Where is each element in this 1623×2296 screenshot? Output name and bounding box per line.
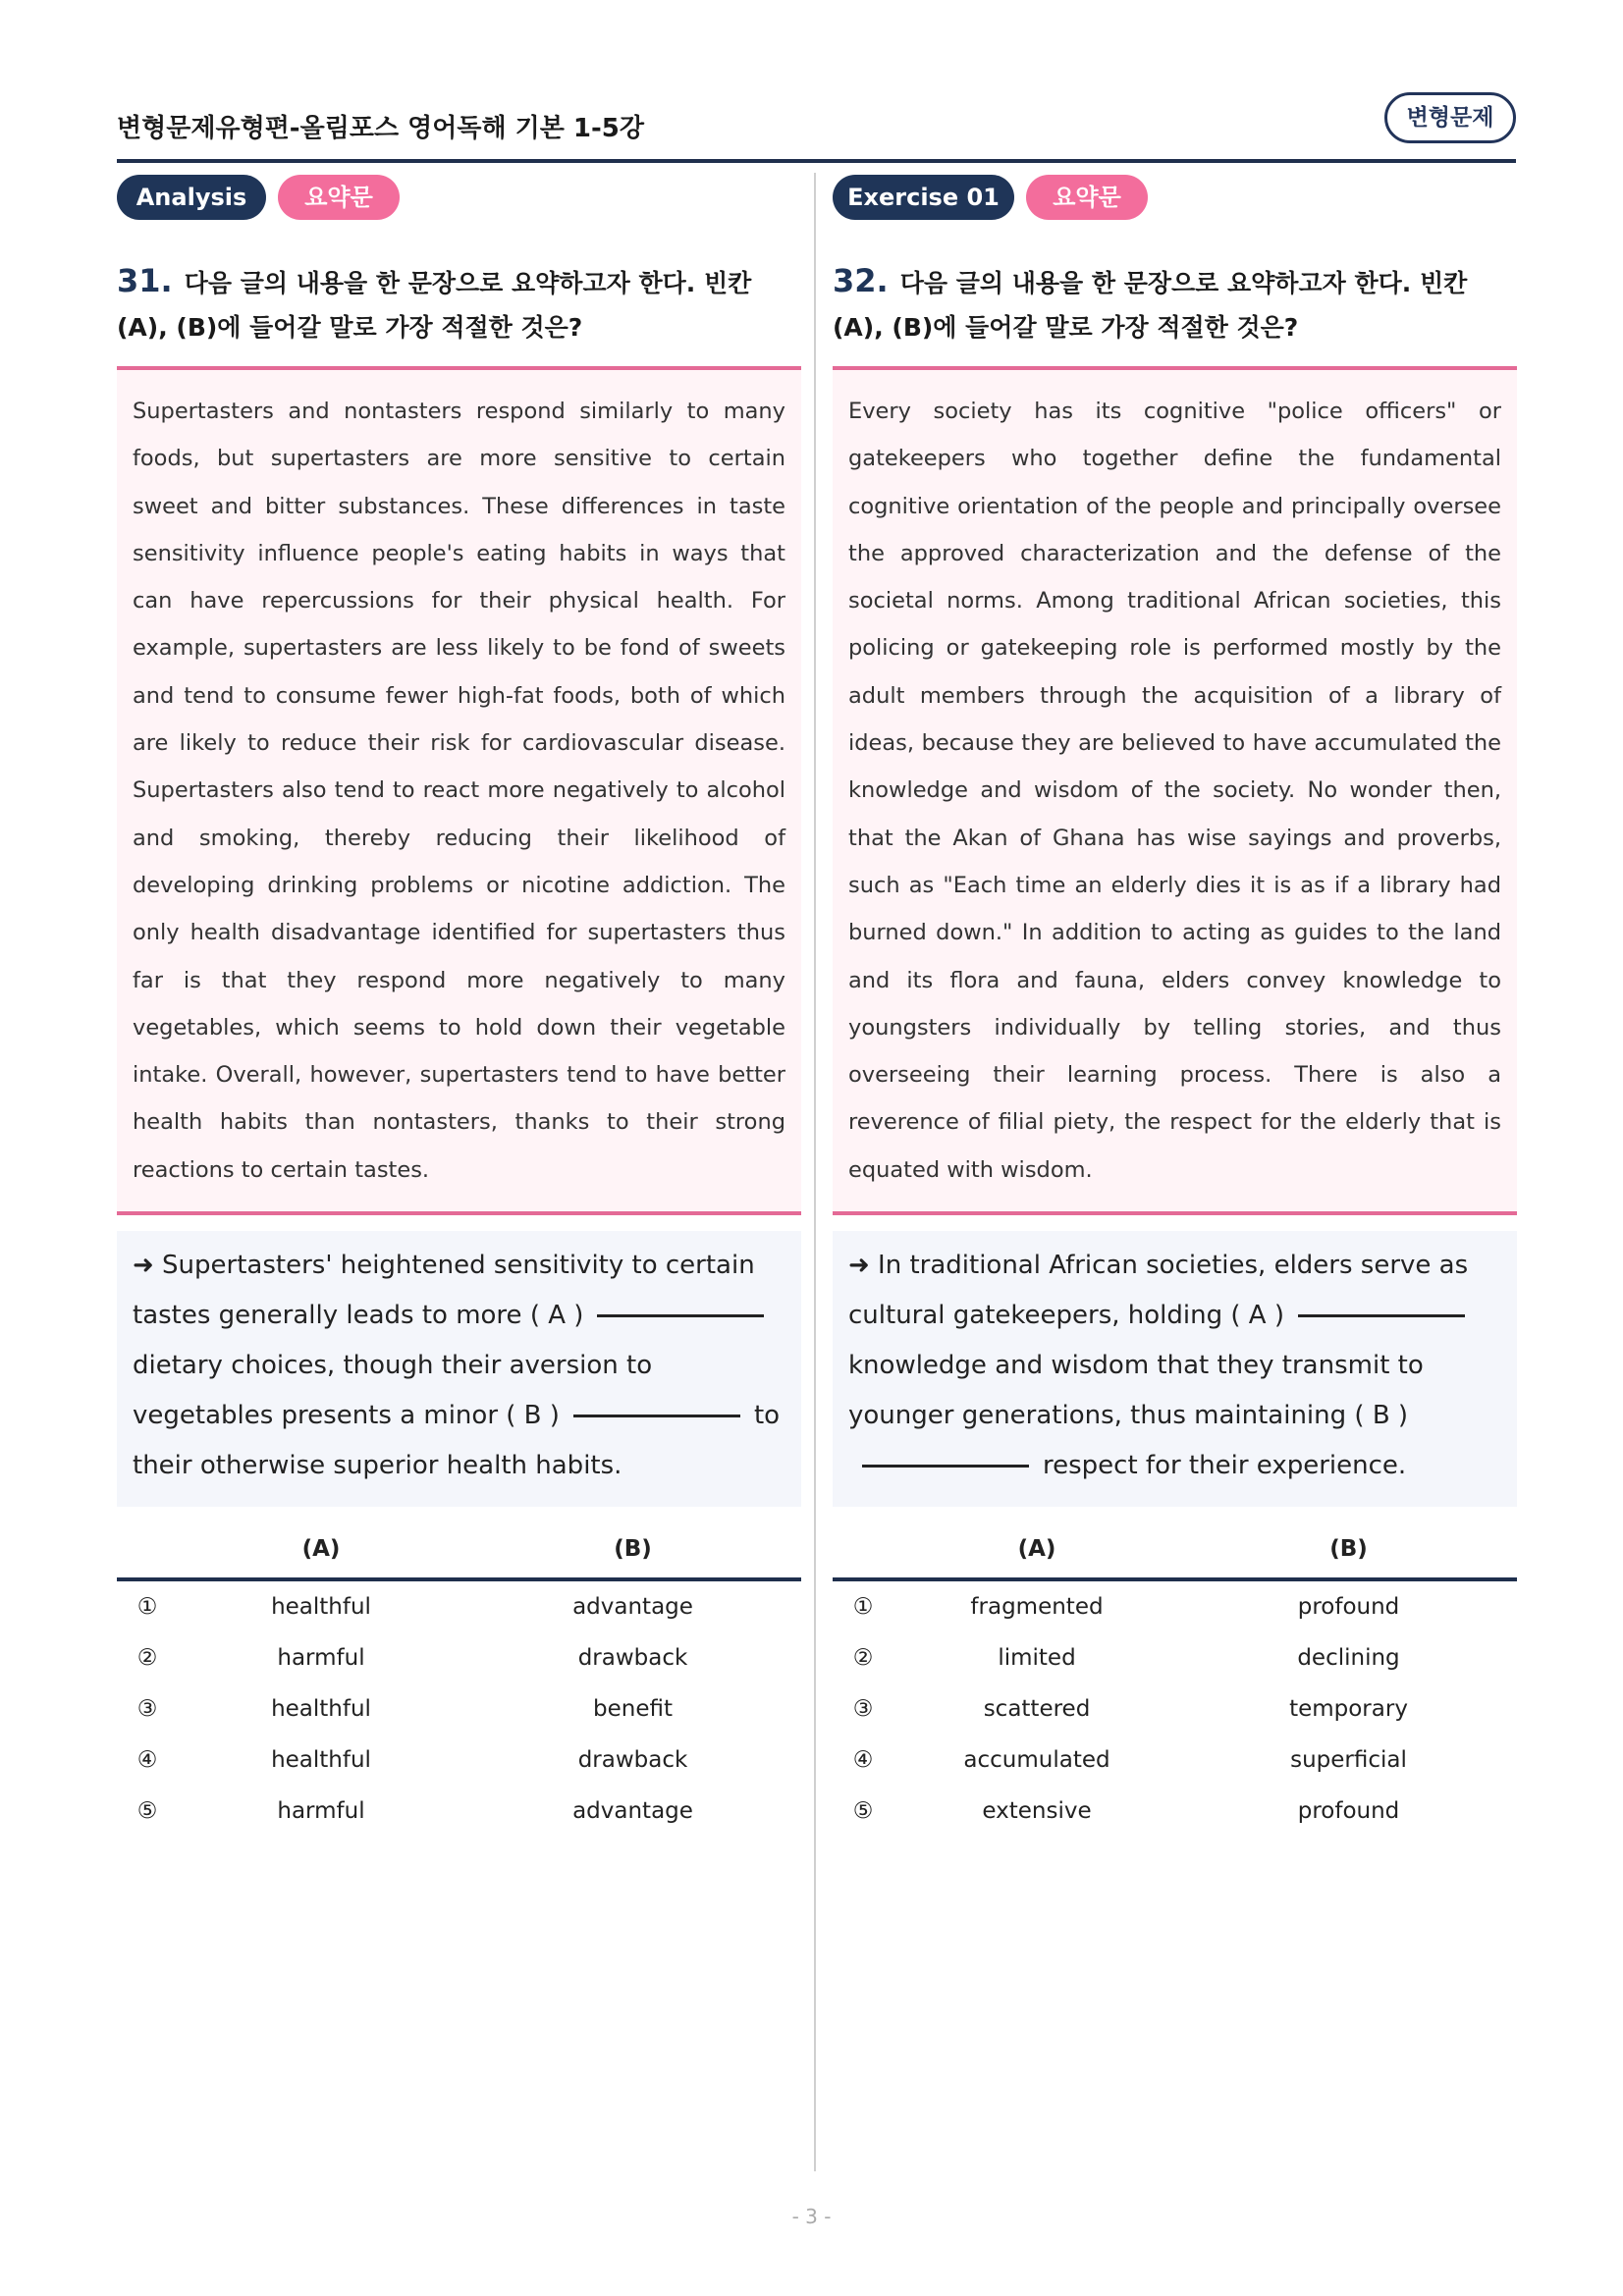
- choice-b: declining: [1297, 1645, 1400, 1672]
- choice-b: superficial: [1290, 1747, 1407, 1774]
- choice-a: healthful: [271, 1696, 371, 1723]
- choice-number: ④: [136, 1747, 158, 1774]
- summary-32: [833, 1231, 1517, 1507]
- passage-31: Supertasters and nontasters respond similarly to many foods, but supertasters are more sensitive to certain sweet and bitter substances. These differences in taste sensitivity influence people's eating habits in ways that can have repercussions for their physical health. For example, supertasters are less likely to be fond of sweets and tend to consume fewer high-fat foods, both of which are likely to reduce their risk for cardiovascular disease. Supertasters also tend to react more negatively to alcohol and smoking, thereby reducing their likelihood of developing drinking problems or nicotine addiction. The only health disadvantage identified for supertasters thus far is that they respond more negatively to many vegetables, which seems to hold down their vegetable intake. Overall, however, supertasters tend to have better health habits than nontasters, thanks to their strong reactions to certain tastes.: [117, 366, 801, 1215]
- choice-number: ①: [136, 1594, 158, 1621]
- page-number: - 3 -: [791, 2205, 832, 2228]
- choice-row[interactable]: [833, 1735, 1517, 1786]
- choice-number: ②: [136, 1645, 158, 1672]
- choice-number: ③: [136, 1696, 158, 1723]
- choice-number: ⑤: [136, 1798, 158, 1825]
- choice-a: limited: [998, 1645, 1076, 1672]
- header-badge: 변형문제: [1384, 92, 1516, 143]
- choice-row[interactable]: [117, 1632, 801, 1683]
- header-b: (B): [1180, 1521, 1517, 1579]
- column-divider: [814, 173, 816, 2171]
- choice-b: drawback: [577, 1747, 688, 1774]
- choice-a: harmful: [277, 1645, 365, 1672]
- page-header: [117, 92, 1516, 163]
- header-b: (B): [464, 1521, 801, 1579]
- question-number: 32.: [833, 262, 889, 299]
- header-title: 변형문제유형편-올림포스 영어독해 기본 1-5강: [117, 114, 645, 143]
- choice-row[interactable]: [833, 1579, 1517, 1632]
- choice-a: harmful: [277, 1798, 365, 1825]
- summary-part-2: knowledge and wisdom that they transmit to younger generations, thus maintaining ( B ): [848, 1351, 1424, 1431]
- choice-b: profound: [1297, 1798, 1400, 1825]
- passage-32: Every society has its cognitive "police officers" or gatekeepers who together define the fundamental cognitive orientation of the people and principally oversee the approved characterization and the defense of the societal norms. Among traditional African societies, this policing or gatekeeping role is performed mostly by the adult members through the acquisition of a library of ideas, because they are believed to have accumulated the knowledge and wisdom of the society. No wonder then, that the Akan of Ghana has wise sayings and proverbs, such as "Each time an elderly dies it is as if a library had burned down." In addition to acting as guides to the land and its flora and fauna, elders convey knowledge to youngsters individually by telling stories, and thus overseeing their learning process. There is also a reverence of filial piety, the respect for the elderly that is equated with wisdom.: [833, 366, 1517, 1215]
- blank-b: [862, 1465, 1029, 1468]
- blank-a: [597, 1314, 764, 1317]
- header-a: (A): [893, 1521, 1180, 1579]
- summary-part-1: ➜ Supertasters' heightened sensitivity to certain tastes generally leads to more ( A ): [133, 1251, 755, 1331]
- question-31: [117, 259, 801, 349]
- choice-row[interactable]: [833, 1683, 1517, 1735]
- choice-b: benefit: [593, 1696, 673, 1723]
- choice-a: healthful: [271, 1747, 371, 1774]
- choice-row[interactable]: [833, 1632, 1517, 1683]
- summary-part-2: dietary choices, though their aversion to vegetables presents a minor ( B ): [133, 1351, 653, 1431]
- summary-31: [117, 1231, 801, 1507]
- choice-number: ③: [852, 1696, 874, 1723]
- header-num: [117, 1521, 178, 1579]
- left-tags: [117, 173, 801, 222]
- choices-table-31: [117, 1521, 801, 1837]
- blank-b: [573, 1415, 740, 1417]
- analysis-tag: Analysis: [117, 175, 266, 220]
- choice-number: ①: [852, 1594, 874, 1621]
- choice-row[interactable]: [117, 1735, 801, 1786]
- choice-b: advantage: [572, 1798, 693, 1825]
- choice-row[interactable]: [117, 1683, 801, 1735]
- question-text: 다음 글의 내용을 한 문장으로 요약하고자 한다. 빈칸 (A), (B)에 들어갈 말로 가장 적절한 것은?: [117, 269, 752, 342]
- summary-part-3: respect for their experience.: [1043, 1451, 1407, 1481]
- question-text: 다음 글의 내용을 한 문장으로 요약하고자 한다. 빈칸 (A), (B)에 들어갈 말로 가장 적절한 것은?: [833, 269, 1468, 342]
- choice-a: healthful: [271, 1594, 371, 1621]
- right-tags: [833, 173, 1517, 222]
- header-a: (A): [178, 1521, 464, 1579]
- choice-a: accumulated: [963, 1747, 1110, 1774]
- blank-a: [1298, 1314, 1465, 1317]
- choice-row[interactable]: [117, 1579, 801, 1632]
- summary-type-tag: 요약문: [1026, 175, 1148, 220]
- right-column: [833, 173, 1517, 1837]
- choice-b: temporary: [1289, 1696, 1408, 1723]
- choice-b: advantage: [572, 1594, 693, 1621]
- choice-a: scattered: [983, 1696, 1091, 1723]
- choice-b: profound: [1297, 1594, 1400, 1621]
- question-number: 31.: [117, 262, 173, 299]
- summary-type-tag: 요약문: [278, 175, 400, 220]
- choice-row[interactable]: [117, 1786, 801, 1837]
- choice-number: ④: [852, 1747, 874, 1774]
- choice-number: ⑤: [852, 1798, 874, 1825]
- summary-part-1: ➜ In traditional African societies, elders serve as cultural gatekeepers, holding ( A ): [848, 1251, 1469, 1331]
- choice-a: fragmented: [970, 1594, 1104, 1621]
- question-32: [833, 259, 1517, 349]
- exercise-tag: Exercise 01: [833, 175, 1014, 220]
- choice-row[interactable]: [833, 1786, 1517, 1837]
- header-num: [833, 1521, 893, 1579]
- choice-a: extensive: [982, 1798, 1092, 1825]
- left-column: [117, 173, 801, 1837]
- choice-number: ②: [852, 1645, 874, 1672]
- choice-b: drawback: [577, 1645, 688, 1672]
- choices-table-32: [833, 1521, 1517, 1837]
- summary-part-3: to their otherwise superior health habits.: [133, 1401, 781, 1481]
